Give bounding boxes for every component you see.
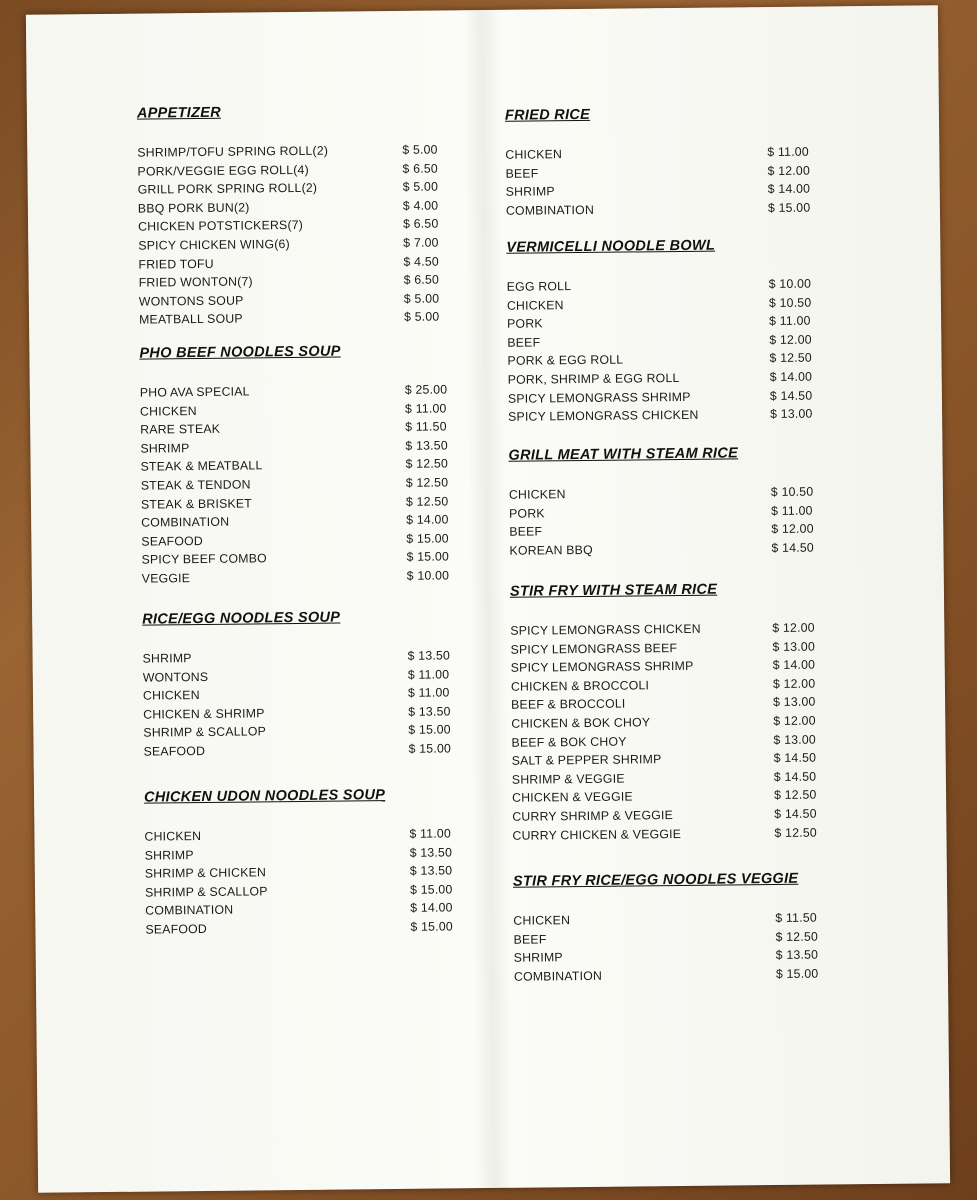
menu-item-price: $ 13.00 [773,732,816,747]
menu-item-price: $ 14.00 [406,512,449,528]
menu-item-name: COMBINATION [505,202,595,218]
menu-item [142,566,482,588]
menu-item-price: $ 14.00 [772,657,816,673]
menu-item-price: $ 13.00 [772,639,816,654]
menu-item-name: SHRIMP [142,651,192,666]
menu-item-price: $ 14.50 [771,540,814,555]
menu-item [139,307,479,329]
menu-section [139,340,482,588]
menu-item-name: SEAFOOD [145,921,208,937]
menu-item-price: $ 11.00 [771,503,813,518]
menu-item-price: $ 10.50 [770,484,814,500]
menu-item-price: $ 11.00 [409,826,452,841]
menu-item-name: BEEF [507,335,541,350]
menu-item-name: CHICKEN [142,688,200,703]
menu-section [144,784,486,939]
menu-item-name: COMBINATION [513,968,603,984]
menu-item-price: $ 14.00 [767,181,811,197]
menu-item-name: STEAK & TENDON [140,477,251,493]
menu-item-name: BBQ PORK BUN(2) [137,200,250,216]
menu-item-name: GRILL PORK SPRING ROLL(2) [137,180,318,197]
menu-item-price: $ 7.00 [403,235,439,250]
menu-item-price: $ 13.00 [770,406,813,422]
menu-item-name: CURRY SHRIMP & VEGGIE [512,808,674,824]
menu-item-name: PORK [507,316,543,331]
menu-item-name: MEATBALL SOUP [138,311,243,327]
menu-item-name: SHRIMP [144,847,194,863]
menu-item-price: $ 12.50 [773,787,817,803]
menu-item-price: $ 14.00 [769,369,813,385]
menu-item-price: $ 12.00 [773,713,816,728]
section-heading: RICE/EGG NOODLES SOUP [142,609,341,628]
menu-section [510,578,843,845]
menu-item-name: PORK/VEGGIE EGG ROLL(4) [137,162,309,179]
menu-item-price: $ 10.00 [768,276,812,292]
menu-item-name: RARE STEAK [140,421,221,437]
menu-item-price: $ 6.50 [402,161,438,176]
menu-item-name: PORK, SHRIMP & EGG ROLL [507,370,680,387]
menu-item-price: $ 14.50 [769,388,813,403]
menu-item-price: $ 4.00 [402,198,439,213]
menu-item [508,404,838,426]
menu-item-price: $ 6.50 [402,216,439,232]
menu-item-name: SEAFOOD [143,743,206,759]
menu-item-name: CHICKEN [513,913,571,928]
menu-item-name: SPICY LEMONGRASS SHRIMP [510,659,694,675]
menu-item-name: FRIED TOFU [138,256,214,272]
menu-section [505,102,836,220]
menu-item [512,823,842,845]
menu-item-price: $ 12.00 [772,620,815,636]
menu-item-price: $ 15.00 [767,200,811,215]
menu-item-price: $ 12.50 [405,456,449,472]
menu-item-name: SHRIMP/TOFU SPRING ROLL(2) [137,143,329,160]
menu-item-price: $ 14.50 [774,806,817,821]
menu-item-price: $ 12.50 [775,929,819,944]
menu-item-price: $ 12.00 [771,521,814,537]
menu-item-name: CHICKEN POTSTICKERS(7) [138,218,304,235]
menu-item-name: CHICKEN & VEGGIE [512,789,633,806]
menu-item [143,739,483,761]
menu-item-name: WONTONS SOUP [138,293,244,309]
menu-item-price: $ 4.50 [403,254,439,269]
menu-item-price: $ 14.50 [773,769,817,784]
menu-item-price: $ 11.00 [407,667,450,682]
right-menu-column [504,6,834,984]
menu-item-name: SPICY CHICKEN WING(6) [138,237,290,253]
menu-item-price: $ 15.00 [409,882,453,897]
menu-item-name: SPICY LEMONGRASS CHICKEN [508,407,699,424]
menu-item [514,964,844,986]
section-heading: STIR FRY WITH STEAM RICE [509,581,718,600]
menu-item-name: STEAK & MEATBALL [140,458,263,475]
menu-item-price: $ 15.00 [775,966,819,981]
menu-item-name: CHICKEN [506,297,564,313]
menu-section [513,868,844,986]
menu-item-name: BEEF [509,524,543,539]
menu-item-name: BEEF [513,932,547,947]
menu-item-price: $ 13.50 [775,947,819,963]
menu-item-name: SPICY LEMONGRASS CHICKEN [510,621,701,638]
menu-item-name: VEGGIE [141,571,191,586]
section-heading: FRIED RICE [504,106,591,124]
section-heading: GRILL MEAT WITH STEAM RICE [508,445,739,464]
menu-item-price: $ 5.00 [402,179,439,195]
menu-item-price: $ 13.50 [409,863,453,879]
menu-item-name: SPICY LEMONGRASS BEEF [510,640,678,657]
section-heading: APPETIZER [136,104,222,122]
menu-item-price: $ 10.00 [406,568,450,583]
menu-item-name: CHICKEN [508,487,566,502]
menu-item-name: CHICKEN & BOK CHOY [511,715,651,731]
menu-item-name: PHO AVA SPECIAL [139,384,250,400]
menu-section [508,442,839,560]
menu-item-name: SHRIMP [140,440,190,456]
menu-item-price: $ 12.50 [405,475,449,490]
menu-item-price: $ 13.50 [407,648,451,663]
menu-item-price: $ 12.50 [769,350,813,366]
section-heading: PHO BEEF NOODLES SOUP [139,343,341,362]
menu-item-name: EGG ROLL [506,279,572,294]
menu-item-name: SPICY BEEF COMBO [141,551,267,567]
menu-item-price: $ 5.00 [403,291,440,306]
menu-item-price: $ 11.00 [767,144,809,160]
menu-item-price: $ 12.00 [767,163,811,178]
menu-item [506,198,836,220]
menu-item-name: CHICKEN & SHRIMP [143,706,265,722]
section-heading: VERMICELLI NOODLE BOWL [506,237,716,256]
menu-item-price: $ 11.00 [404,401,447,416]
menu-item-price: $ 12.50 [774,825,817,840]
menu-item-price: $ 5.00 [402,142,438,157]
menu-item-name: FRIED WONTON(7) [138,274,253,290]
menu-item-price: $ 13.00 [773,694,816,710]
menu-item-price: $ 5.00 [403,309,440,325]
menu-item-name: BEEF & BROCCOLI [511,696,626,713]
menu-item-price: $ 11.00 [407,685,450,701]
menu-item-name: CURRY CHICKEN & VEGGIE [512,826,682,843]
menu-item-price: $ 12.00 [772,676,816,691]
menu-item-name: CHICKEN [505,147,563,162]
menu-sheet [26,5,950,1192]
menu-item-price: $ 12.50 [405,493,449,509]
menu-item-name: WONTONS [142,669,209,685]
left-menu-column [136,10,476,937]
menu-item-price: $ 11.00 [769,313,811,329]
section-heading: CHICKEN UDON NOODLES SOUP [143,787,386,806]
menu-section [137,100,479,329]
menu-item-name: KOREAN BBQ [509,542,593,558]
menu-item-name: CHICKEN [139,403,197,419]
menu-item-price: $ 14.50 [773,750,817,766]
section-heading: STIR FRY RICE/EGG NOODLES VEGGIE [512,870,799,890]
menu-item-price: $ 13.50 [409,844,453,860]
menu-item [145,917,485,939]
menu-item-name: COMBINATION [141,514,230,530]
menu-item-name: COMBINATION [145,903,234,918]
menu-item-price: $ 15.00 [410,919,453,934]
menu-item-price: $ 10.50 [768,295,812,310]
menu-item-price: $ 11.50 [405,419,447,435]
menu-item-price: $ 15.00 [408,741,452,756]
menu-item-price: $ 15.00 [406,531,449,546]
menu-section [142,606,484,761]
menu-item-name: SHRIMP & VEGGIE [511,771,625,787]
menu-item-name: STEAK & BRISKET [140,496,253,512]
menu-item-name: CHICKEN & BROCCOLI [510,678,650,694]
menu-item-price: $ 11.50 [775,910,817,926]
menu-item-name: CHICKEN [144,829,202,844]
menu-item-price: $ 25.00 [404,382,448,397]
menu-item-name: PORK [509,505,545,521]
menu-item-name: SHRIMP & SCALLOP [144,884,268,900]
menu-item-name: PORK & EGG ROLL [507,352,624,369]
menu-item-price: $ 15.00 [406,549,450,565]
menu-item-name: SHRIMP & CHICKEN [144,865,267,881]
menu-item [509,538,839,560]
menu-item-price: $ 15.00 [408,722,451,738]
menu-item-price: $ 14.00 [410,900,453,916]
menu-item-price: $ 13.50 [405,438,448,453]
menu-item-price: $ 13.50 [408,704,451,719]
menu-item-name: SHRIMP [513,950,563,965]
menu-item-name: BEEF & BOK CHOY [511,734,627,750]
menu-item-price: $ 6.50 [403,272,440,288]
menu-item-name: BEEF [505,166,539,181]
menu-item-price: $ 12.00 [769,332,812,347]
menu-item-name: SHRIMP [505,184,555,199]
menu-item-name: SPICY LEMONGRASS SHRIMP [507,389,691,406]
menu-section [506,234,838,426]
menu-item-name: SHRIMP & SCALLOP [143,724,267,740]
menu-item-name: SALT & PEPPER SHRIMP [511,752,662,768]
menu-item-name: SEAFOOD [141,533,203,549]
